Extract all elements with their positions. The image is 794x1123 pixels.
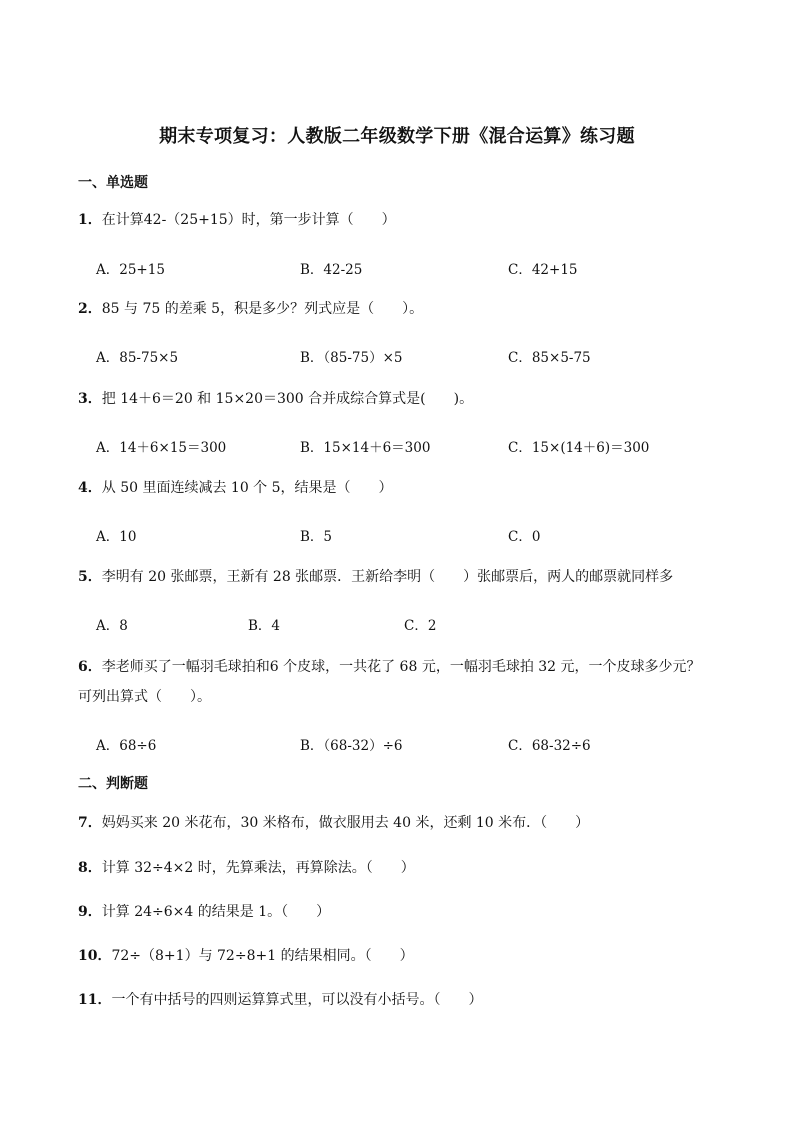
question-4 [78, 477, 728, 499]
question-text: 从 50 里面连续减去 10 个 5，结果是（ ） [101, 480, 393, 496]
question-number: 1． [78, 212, 102, 228]
option-a: A．68÷6 [96, 738, 157, 754]
question-number: 11． [78, 992, 112, 1008]
option-a: A．85-75×5 [96, 350, 179, 366]
question-8 [78, 857, 728, 879]
option-b: B．（85-75）×5 [300, 350, 403, 366]
question-text: 李明有 20 张邮票，王新有 28 张邮票．王新给李明（ ）张邮票后，两人的邮票就同样多 [101, 569, 674, 585]
question-text: 一个有中括号的四则运算算式里，可以没有小括号。（ ） [111, 992, 483, 1008]
question-number: 6． [78, 659, 102, 675]
section-heading-single-choice: 一、单选题 [78, 175, 148, 191]
option-b: B．42-25 [300, 262, 363, 278]
option-b: B．5 [300, 529, 333, 545]
question-11 [78, 989, 728, 1011]
option-a: A．8 [96, 618, 128, 634]
question-number: 10． [78, 948, 112, 964]
question-7 [78, 812, 728, 834]
question-10 [78, 945, 728, 967]
question-text: 72÷（8+1）与 72÷8+1 的结果相同。（ ） [111, 948, 414, 964]
question-number: 5． [78, 569, 102, 585]
option-a: A．25+15 [96, 262, 165, 278]
question-number: 2． [78, 301, 102, 317]
option-c: C．85×5-75 [508, 350, 591, 366]
option-a: A．10 [96, 529, 137, 545]
question-number: 8． [78, 860, 102, 876]
option-b: B．15×14＋6＝300 [300, 440, 431, 456]
question-text: 李老师买了一幅羽毛球拍和6 个皮球，一共花了 68 元，一幅羽毛球拍 32 元，一个皮球多少元？ [101, 659, 701, 675]
question-text: 在计算42-（25+15）时，第一步计算（ ） [101, 212, 396, 228]
question-number: 7． [78, 815, 102, 831]
question-9 [78, 901, 728, 923]
question-number: 9． [78, 904, 102, 920]
option-c: C．2 [404, 618, 437, 634]
question-text: 85 与 75 的差乘 5，积是多少？列式应是（ ）。 [101, 301, 424, 317]
question-2 [78, 298, 728, 320]
option-b: B．（68-32）÷6 [300, 738, 403, 754]
section-heading-judgement: 二、判断题 [78, 776, 148, 792]
question-text: 计算 24÷6×4 的结果是 1。（ ） [101, 904, 331, 920]
question-number: 4． [78, 480, 102, 496]
question-1 [78, 209, 728, 231]
question-3 [78, 388, 728, 410]
question-6 [78, 656, 728, 678]
question-text: 妈妈买来 20 米花布，30 米格布，做衣服用去 40 米，还剩 10 米布．（ ） [101, 815, 590, 831]
page-title: 期末专项复习：人教版二年级数学下册《混合运算》练习题 [159, 126, 635, 147]
option-b: B．4 [248, 618, 281, 634]
question-5 [78, 566, 728, 588]
option-c: C．42+15 [508, 262, 578, 278]
option-c: C．0 [508, 529, 541, 545]
question-text: 计算 32÷4×2 时，先算乘法，再算除法。（ ） [101, 860, 415, 876]
option-c: C．68-32÷6 [508, 738, 591, 754]
option-c: C．15×(14＋6)＝300 [508, 440, 650, 456]
question-text: 把 14＋6＝20 和 15×20＝300 合并成综合算式是( )。 [101, 391, 474, 407]
question-number: 3． [78, 391, 102, 407]
option-a: A．14＋6×15＝300 [96, 440, 227, 456]
question-6-continued: 可列出算式（ ）。 [78, 689, 211, 705]
